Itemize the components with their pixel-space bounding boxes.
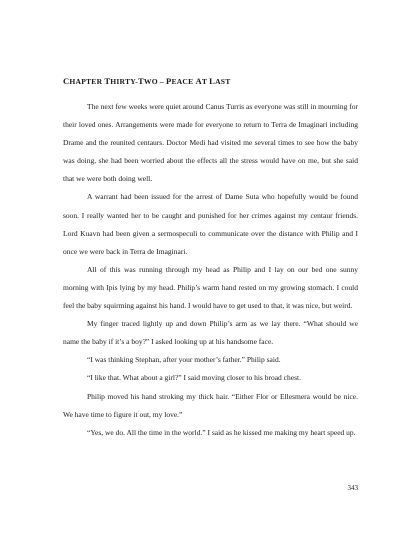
paragraph: All of this was running through my head as Philip and I lay on our bed one sunny morning with Ipis lying by my head. Philip’s warm hand rested on my growing stomach. I could feel the baby squirming against his hand. I would have to get used to that, it was nice, but weird. [63, 264, 358, 311]
paragraph: A warrant had been issued for the arrest of Dame Suta who hopefully would be found soon. I really wanted her to be caught and punished for her crimes against my centaur friends. Lord Kuavn had been given a sermospeculi to communicate over the distance with Philip and I once we were back in Terra de Imaginari. [63, 192, 358, 256]
paragraph: Philip moved his hand stroking my thick hair. “Either Flor or Ellesmera would be nice. We have time to figure it out, my love.” [63, 391, 358, 419]
paragraph: “I like that. What about a girl?” I said moving closer to his broad chest. [87, 373, 301, 383]
page-number: 343 [347, 484, 358, 492]
paragraph: My finger traced lightly up and down Philip’s arm as we lay there. “What should we name the baby if it’s a boy?” I asked looking up at his handsome face. [63, 319, 358, 347]
paragraph: “I was thinking Stephan, after your mother’s father.” Philip said. [87, 355, 281, 365]
chapter-body [63, 98, 358, 442]
chapter-title: CHAPTER THIRTY-TWO – PEACE AT LAST [63, 76, 231, 86]
paragraph: The next few weeks were quiet around Canus Turris as everyone was still in mourning for their loved ones. Arrangements were made for everyone to return to Terra de Imaginari including Drame and the reunited centaurs. Doctor Medi had visited me several times to see how the baby was doing, she had been worried about the effects all the stress would have on me, but she said that we were both doing well. [63, 102, 358, 184]
paragraph: “Yes, we do. All the time in the world.” I said as he kissed me making my heart speed up. [87, 427, 356, 437]
